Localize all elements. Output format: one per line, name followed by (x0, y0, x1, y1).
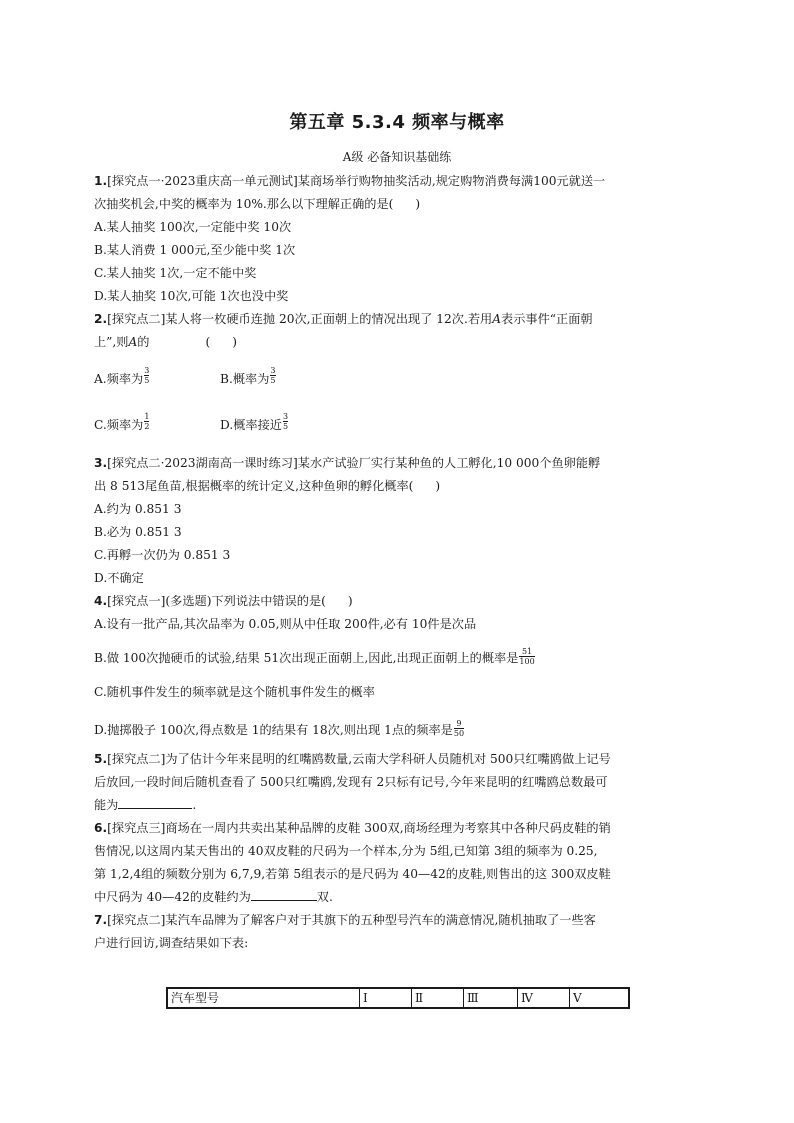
q5-text-1: [探究点二]为了估计今年来昆明的红嘴鸥数量,云南大学科研人员随机对 500只红嘴鸥做上记号 (107, 752, 611, 766)
q5-number: 5. (94, 752, 108, 766)
q4-text-1: [探究点一](多选题)下列说法中错误的是( (107, 594, 326, 608)
q2-event-var: A (492, 312, 502, 326)
q1-text-1: [探究点一·2023重庆高一单元测试]某商场举行购物抽奖活动,规定购物消费每满100元就送一 (107, 174, 606, 188)
q3-option-a: A.约为 0.851 3 (94, 502, 182, 516)
q5-line-2: 后放回,一段时间后随机查看了 500只红嘴鸥,发现有 2只标有记号,今年来昆明的红嘴鸥总数最可 (94, 775, 608, 789)
q4-option-b-fraction (519, 647, 534, 666)
q7-text-1: [探究点二]某汽车品牌为了解客户对于其旗下的五种型号汽车的满意情况,随机抽取了一些客 (107, 913, 596, 927)
q6-line-3: 第 1,2,4组的频数分别为 6,7,9,若第 5组表示的是尺码为 40—42的皮鞋,则售出的这 300双皮鞋 (94, 867, 611, 881)
q3-line-1 (94, 452, 634, 475)
q2-line-2 (94, 331, 634, 354)
q2-text-2a: 上”,则 (94, 335, 129, 349)
q6-text-4: 中尺码为 40—42的皮鞋约为 (94, 890, 251, 904)
table-header-type-3: Ⅲ (464, 989, 518, 1007)
q2-options-row-1 (94, 360, 634, 398)
numerator: 51 (521, 647, 533, 656)
q7-number: 7. (94, 913, 108, 927)
q2-option-b-label: B.概率为 (220, 371, 270, 386)
q3-text-1: [探究点二·2023湖南高一课时练习]某水产试验厂实行某种鱼的人工孵化,10 000个鱼卵能孵 (107, 456, 601, 470)
table-header-model: 汽车型号 (168, 989, 360, 1007)
q6-end: 双. (316, 890, 333, 904)
q3-number: 3. (94, 456, 108, 470)
q2-option-a (94, 365, 220, 391)
page-title: 第五章 5.3.4 频率与概率 (289, 112, 505, 133)
q5-answer-blank[interactable] (118, 794, 192, 809)
q4-option-b (94, 636, 634, 670)
q2-event-var-2: A (128, 335, 138, 349)
q4-option-d (94, 704, 634, 742)
denominator: 5 (282, 421, 289, 431)
q2-option-a-label: A.频率为 (94, 371, 144, 386)
denominator: 100 (519, 657, 535, 666)
denominator: 50 (453, 729, 465, 738)
numerator: 3 (270, 365, 276, 375)
question-list (94, 170, 634, 955)
q1-number: 1. (94, 174, 108, 188)
denominator: 5 (270, 375, 276, 385)
q4-number: 4. (94, 594, 108, 608)
q7-line-2: 户进行回访,调查结果如下表: (94, 936, 249, 950)
q2-text-1: [探究点二]某人将一枚硬币连抛 20次,正面朝上的情况出现了 12次.若用 (107, 312, 493, 326)
q1-close-paren: ) (415, 197, 421, 211)
q2-option-b-fraction (270, 366, 275, 385)
q5-end: . (192, 798, 197, 812)
table-header-type-5: Ⅴ (573, 991, 582, 1005)
numerator: 3 (144, 365, 150, 375)
q2-text-1b: 表示事件“正面朝 (501, 312, 593, 326)
q5-text-3: 能为 (94, 798, 119, 812)
numerator: 3 (282, 411, 289, 421)
numerator: 9 (456, 719, 462, 728)
q1-option-b: B.某人消费 1 000元,至少能中奖 1次 (94, 243, 296, 257)
table-header-type-4: Ⅳ (518, 989, 570, 1007)
q2-option-d-label: D.概率接近 (220, 417, 282, 432)
q2-options-row-2 (94, 406, 634, 444)
q6-answer-blank[interactable] (251, 886, 317, 901)
q2-option-c (94, 411, 220, 437)
q6-line-2: 售情况,以这周内某天售出的 40双皮鞋的尺码为一个样本,分为 5组,已知第 3组的频率为 0.25, (94, 844, 598, 858)
q1-option-c: C.某人抽奖 1次,一定不能中奖 (94, 266, 257, 280)
table-header-type-1: Ⅰ (360, 989, 412, 1007)
q3-option-c: C.再孵一次仍为 0.851 3 (94, 548, 231, 562)
q6-number: 6. (94, 821, 108, 835)
q3-option-d: D.不确定 (94, 571, 144, 585)
q1-line-1 (94, 170, 634, 193)
q2-option-d-fraction (283, 412, 288, 431)
q2-number: 2. (94, 312, 108, 326)
q2-open-paren: ( (205, 335, 211, 349)
q4-option-a: A.设有一批产品,其次品率为 0.05,则从中任取 200件,必有 10件是次品 (94, 617, 477, 631)
q6-text-1: [探究点三]商场在一周内共卖出某种品牌的皮鞋 300双,商场经理为考察其中各种尺码皮鞋的销 (107, 821, 611, 835)
q1-line-2 (94, 193, 634, 216)
q4-option-c-label: C.随机事件发生的频率就是这个随机事件发生的概率 (94, 685, 375, 699)
q3-line-2 (94, 475, 634, 498)
q2-option-c-fraction (144, 412, 149, 431)
table-header-type-2: Ⅱ (412, 989, 464, 1007)
q1-option-a: A.某人抽奖 100次,一定能中奖 10次 (94, 220, 292, 234)
q2-text-2b: 的 (137, 335, 150, 349)
q2-line-1 (94, 308, 634, 331)
q4-option-b-label: B.做 100次抛硬币的试验,结果 51次出现正面朝上,因此,出现正面朝上的概率是 (94, 651, 519, 665)
q4-option-d-fraction (454, 719, 464, 738)
q4-close-paren: ) (347, 594, 353, 608)
q7-table-header-row (166, 987, 630, 1009)
q5-line-3 (94, 794, 634, 817)
q6-line-4 (94, 886, 634, 909)
q2-option-a-fraction (144, 366, 149, 385)
denominator: 2 (144, 421, 150, 431)
q7-line-1 (94, 909, 634, 932)
q2-option-b (220, 365, 346, 391)
q4-option-d-label: D.抛掷骰子 100次,得点数是 1的结果有 18次,则出现 1点的频率是 (94, 723, 453, 737)
q6-line-1 (94, 817, 634, 840)
section-subtitle: A级 必备知识基础练 (342, 150, 452, 164)
q5-line-1 (94, 748, 634, 771)
numerator: 1 (144, 411, 150, 421)
q4-option-c (94, 670, 634, 704)
q3-option-b: B.必为 0.851 3 (94, 525, 182, 539)
q4-line-1 (94, 590, 634, 613)
q2-option-c-label: C.频率为 (94, 417, 144, 432)
q2-close-paren: ) (232, 335, 238, 349)
q1-text-2: 次抽奖机会,中奖的概率为 10%.那么以下理解正确的是( (94, 197, 394, 211)
q3-text-2: 出 8 513尾鱼苗,根据概率的统计定义,这种鱼卵的孵化概率( (94, 479, 414, 493)
q3-close-paren: ) (435, 479, 441, 493)
q1-option-d: D.某人抽奖 10次,可能 1次也没中奖 (94, 289, 289, 303)
denominator: 5 (144, 375, 150, 385)
q2-option-d (220, 411, 346, 437)
